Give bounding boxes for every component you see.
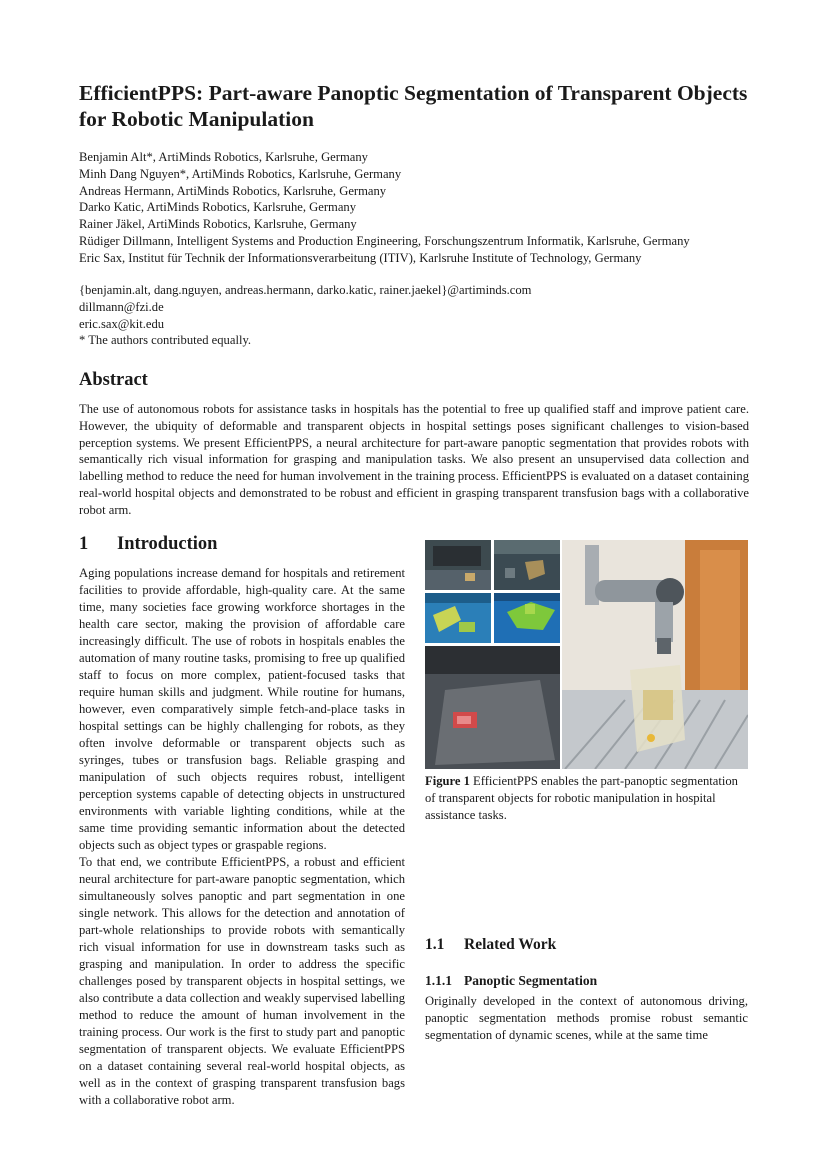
- subsection-number: 1.1: [425, 936, 445, 953]
- paper-title: EfficientPPS: Part-aware Panoptic Segmentation of Transparent Objects for Robotic Manipulation: [79, 81, 748, 131]
- abstract-heading: Abstract: [79, 370, 148, 390]
- section-title: Introduction: [117, 534, 218, 554]
- intro-paragraph-2: To that end, we contribute EfficientPPS, a robust and efficient neural architecture for part-aware panoptic segmentation, which simultaneously solves panoptic and part segmentation in one single network. This allows for the detection and annotation of part-whole relationships to provide robots with semantically rich visual information for use in downstream tasks such as grasping and manipulation. In order to address the specific challenges posed by transparent objects in hospital settings, we also contribute a data collection and weakly supervised labelling method to reduce the amount of human involvement in the training process. Our work is the first to study part and panoptic segmentation of transparent objects. We evaluate EfficientPPS on a dataset containing several real-world hospital objects, as well as in the context of grasping transparent transfusion bags with a collaborative robot arm.: [79, 855, 405, 1107]
- contact-block: [79, 282, 769, 349]
- author-line: Rainer Jäkel, ArtiMinds Robotics, Karlsruhe, Germany: [79, 217, 357, 232]
- subsubsection-title: Panoptic Segmentation: [464, 973, 598, 988]
- left-column: [79, 565, 405, 1109]
- email-line: dillmann@fzi.de: [79, 299, 164, 314]
- email-line: eric.sax@kit.edu: [79, 316, 165, 331]
- related-work-heading: [425, 936, 556, 954]
- equal-contribution-note: * The authors contributed equally.: [79, 333, 252, 348]
- author-line: Darko Katic, ArtiMinds Robotics, Karlsruhe, Germany: [79, 200, 357, 215]
- panel-blue-2: [494, 593, 560, 643]
- author-line: Rüdiger Dillmann, Intelligent Systems and Production Engineering, Forschungszentrum Informatik, Karlsruhe, Germany: [79, 233, 690, 248]
- author-line: Benjamin Alt*, ArtiMinds Robotics, Karlsruhe, Germany: [79, 150, 368, 164]
- figure-1-image: [425, 540, 748, 769]
- subsection-title: Related Work: [464, 936, 557, 953]
- author-line: Eric Sax, Institut für Technik der Informationsverarbeitung (ITIV), Karlsruhe Institute of Technology, Germany: [79, 250, 642, 265]
- author-line: Minh Dang Nguyen*, ArtiMinds Robotics, Karlsruhe, Germany: [79, 166, 402, 181]
- author-line: Andreas Hermann, ArtiMinds Robotics, Karlsruhe, Germany: [79, 183, 387, 198]
- panel-robot-photo: [562, 540, 748, 769]
- figure-caption-text: EfficientPPS enables the part-panoptic segmentation of transparent objects for robotic manipulation in hospital assistance tasks.: [425, 774, 738, 822]
- figure-caption: [425, 773, 748, 823]
- panel-workspace: [425, 646, 560, 769]
- author-list: [79, 149, 769, 267]
- panoptic-segmentation-text: Originally developed in the context of autonomous driving, panoptic segmentation methods promise robust semantic segmentation of dynamic scenes, while at the same time: [425, 994, 748, 1042]
- section-number: 1: [79, 534, 89, 554]
- panoptic-segmentation-heading: [425, 973, 597, 989]
- abstract-text: The use of autonomous robots for assistance tasks in hospitals has the potential to free up qualified staff and improve patient care. However, the ubiquity of deformable and transparent objects in hospital settings poses significant challenges to vision-based perception systems. We present EfficientPPS, a neural architecture for part-aware panoptic segmentation that provides robots with semantically rich visual information for grasping and manipulation tasks. We also present an unsupervised data collection and labelling method to reduce the need for human involvement in the training process. EfficientPPS is evaluated on a dataset containing real-world hospital objects and demonstrated to be robust and efficient in grasping transparent transfusion bags with a collaborative robot arm.: [79, 402, 749, 517]
- panel-scene-dark: [425, 540, 491, 590]
- panel-scene-segmented: [494, 540, 560, 590]
- introduction-heading: [79, 534, 217, 555]
- panel-blue-1: [425, 593, 491, 643]
- figure-label: Figure 1: [425, 774, 470, 788]
- email-line: {benjamin.alt, dang.nguyen, andreas.hermann, darko.katic, rainer.jaekel}@artiminds.com: [79, 283, 532, 297]
- subsubsection-number: 1.1.1: [425, 973, 452, 988]
- intro-paragraph-1: Aging populations increase demand for hospitals and retirement facilities to provide affordable, high-quality care. At the same time, many societies face growing workforce shortages in the health care sector, making the provision of affordable care increasingly difficult. The use of robots in hospitals enables the automation of many routine tasks, promising to free up qualified staff to focus on more complex, patient-focused tasks that require human skills and judgment. While routine for humans, however, even comparatively simple fetch-and-place tasks in hospital settings can be highly challenging for robots, as they often involve deformable or transparent objects such as syringes, tubes or transfusion bags. Reliable grasping and manipulation of such objects requires robust, intelligent perception systems capable of detecting objects in unstructured environments with variable lighting conditions, while at the same time providing semantic information about the detected objects such as object types or graspable regions.: [79, 566, 405, 852]
